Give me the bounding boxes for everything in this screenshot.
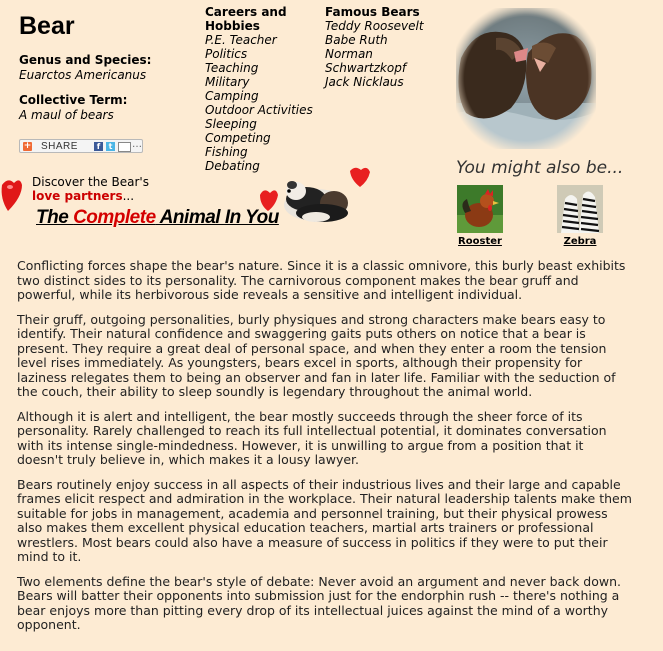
famous-section <box>325 5 424 89</box>
complete-animal-link[interactable] <box>36 207 279 229</box>
love-ellipsis: ... <box>122 189 135 203</box>
description-paragraph: Two elements define the bear's style of debate: Never avoid an argument and never back down. Bears will batter their opponents into submission just for the endorphin rush -- there's nothing a bear enjoys more than pitting every drop of its intellectual juices against the mind of a worthy opponent. <box>17 573 621 632</box>
careers-item: Camping <box>205 89 259 103</box>
addthis-plus-icon: + <box>23 141 32 151</box>
careers-item: Sleeping <box>205 117 257 131</box>
careers-item: P.E. Teacher <box>205 33 277 47</box>
careers-heading-line2: Hobbies <box>205 19 260 33</box>
description-paragraph: Conflicting forces shape the bear's nature. Since it is a classic omnivore, this burly beast exhibits two distinct sides to its personality. The carnivorous component makes the bear gruff and powerful, while its herbivorous side reveals a sensitive and intelligent individual. <box>17 258 626 302</box>
famous-item: Jack Nicklaus <box>325 75 404 89</box>
share-label: SHARE <box>41 141 78 152</box>
page-title: Bear <box>19 12 75 40</box>
description-paragraph: Bears routinely enjoy success in all aspects of their industrious lives and their large and capable frames elicit respect and admiration in the workplace. Their natural leadership talents make them suitable for jobs in management, academia and personnel training, but their physical prowess also makes them excellent physical education teachers, martial arts trainers or professional wrestlers. Most bears could also have a measure of success in politics if they were to put their mind to it. <box>17 476 632 564</box>
love-line1: Discover the Bear's <box>32 175 149 189</box>
careers-item: Military <box>205 75 250 89</box>
careers-section <box>205 5 313 173</box>
love-partners-link[interactable]: love partners <box>32 189 123 203</box>
email-icon[interactable] <box>118 142 131 152</box>
famous-item: Schwartzkopf <box>325 61 407 75</box>
description-paragraph: Although it is alert and intelligent, the bear mostly succeeds through the sheer force of its personality. Rarely challenged to reach its full intellectual potential, it dominates conversation with its intense single-mindedness. However, it is unwilling to argue from a position that it doesn't truly believe in, which makes it a lousy lawyer. <box>17 408 607 467</box>
bear-photo <box>456 8 596 149</box>
famous-heading: Famous Bears <box>325 5 420 19</box>
famous-item: Norman <box>325 47 373 61</box>
more-icon[interactable]: … <box>132 139 142 150</box>
careers-item: Outdoor Activities <box>205 103 313 117</box>
twitter-icon[interactable]: t <box>106 142 115 151</box>
careers-item: Teaching <box>205 61 259 75</box>
complete-rest: Animal In You <box>155 207 279 228</box>
rooster-link[interactable]: Rooster <box>458 236 502 247</box>
collective-label: Collective Term: <box>19 93 128 107</box>
collective-value: A maul of bears <box>19 108 114 122</box>
famous-item: Teddy Roosevelt <box>325 19 424 33</box>
rooster-photo[interactable] <box>457 185 503 233</box>
careers-heading-line1: Careers and <box>205 5 287 19</box>
careers-list <box>205 33 313 173</box>
zebra-photo[interactable] <box>557 185 603 233</box>
complete-word: Complete <box>73 207 156 228</box>
love-promo[interactable] <box>32 175 149 203</box>
description-paragraph: Their gruff, outgoing personalities, burly physiques and strong characters make bears easy to identify. Their natural confidence and swaggering gaits puts others on notice that a bear is present. They require a great deal of personal space, and when they enter a room the tension level rises immediately. As youngsters, bears excel in sports, although their propensity for laziness relegates them to being an observer and fan in later life. Familiar with the seduction of the couch, their ability to sleep soundly is legendary throughout the animal world. <box>17 311 616 399</box>
famous-list <box>325 19 424 89</box>
careers-item: Competing <box>205 131 271 145</box>
careers-item: Fishing <box>205 145 248 159</box>
share-button[interactable] <box>19 139 143 153</box>
careers-item: Politics <box>205 47 248 61</box>
careers-item: Debating <box>205 159 260 173</box>
famous-item: Babe Ruth <box>325 33 388 47</box>
description-body <box>17 259 632 643</box>
also-heading: You might also be... <box>456 158 624 178</box>
genus-value: Euarctos Americanus <box>19 68 147 82</box>
genus-label: Genus and Species: <box>19 53 152 67</box>
complete-the: The <box>36 207 74 228</box>
zebra-link[interactable]: Zebra <box>563 236 597 247</box>
facebook-icon[interactable]: f <box>94 142 103 151</box>
heart-icon <box>0 177 22 213</box>
